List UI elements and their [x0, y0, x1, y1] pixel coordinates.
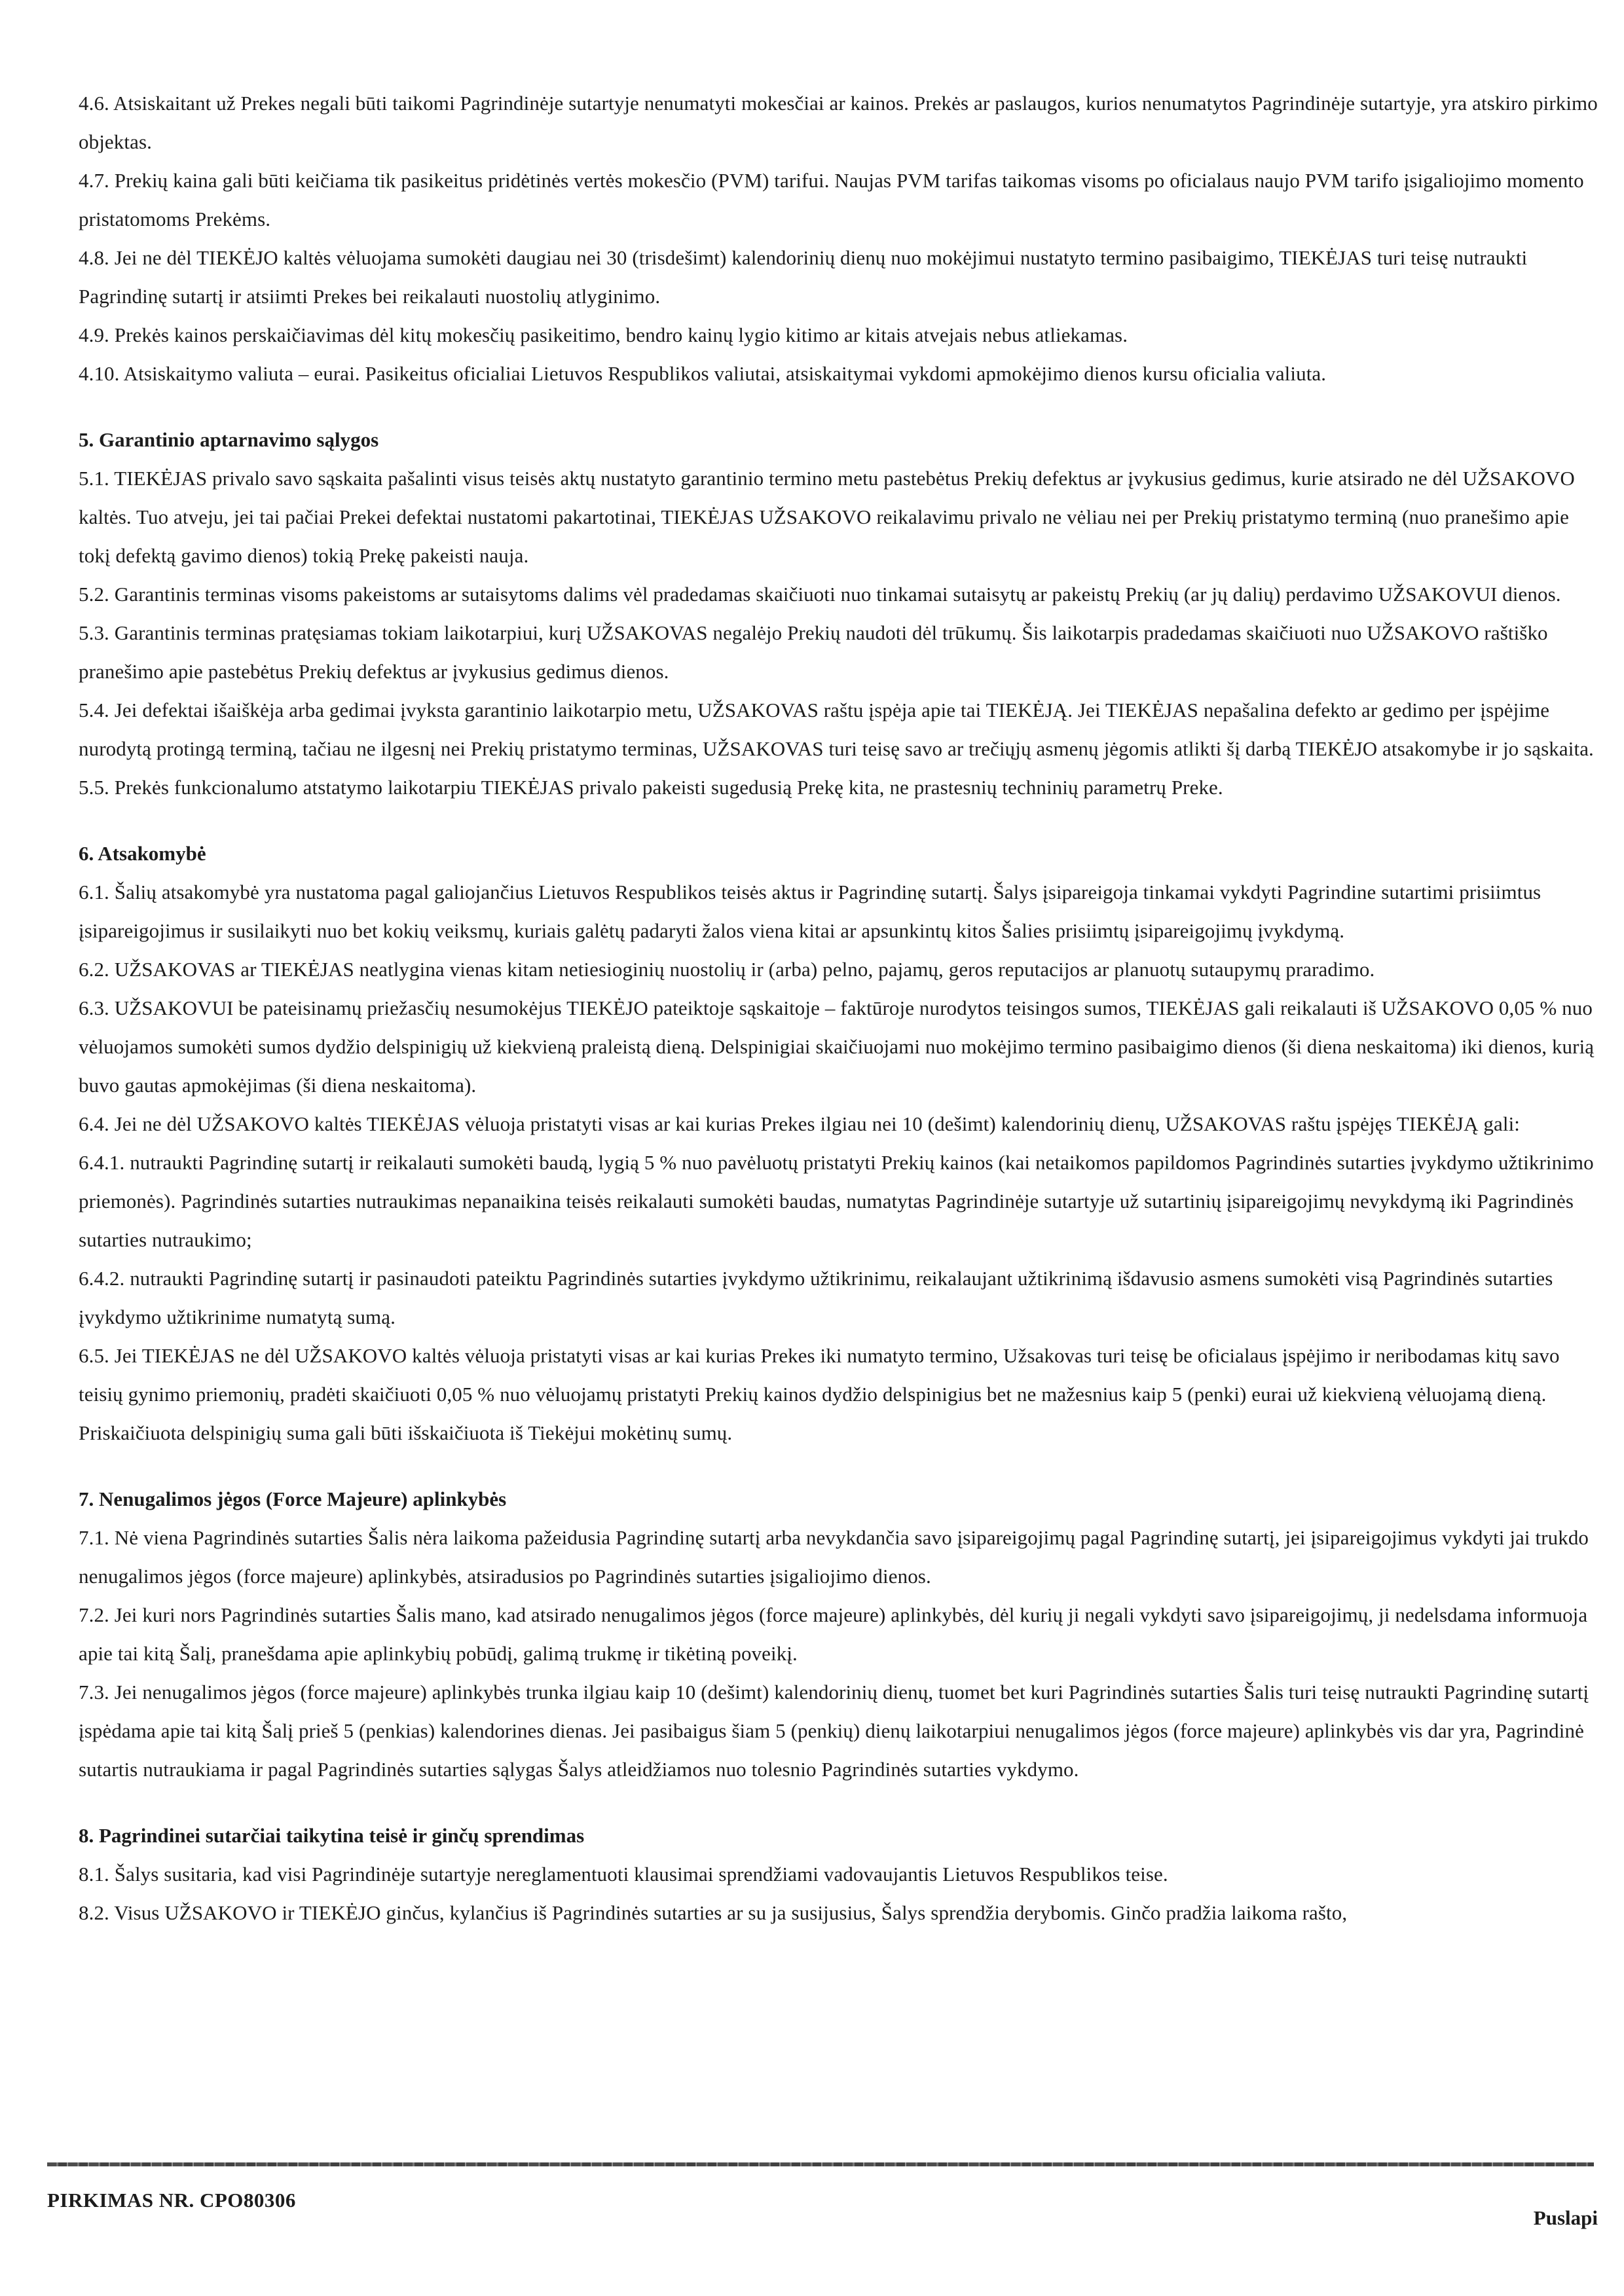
section-7-heading: 7. Nenugalimos jėgos (Force Majeure) aplinkybės — [79, 1487, 507, 1510]
clause-5-3: 5.3. Garantinis terminas pratęsiamas tokiam laikotarpiui, kurį UŽSAKOVAS negalėjo Prekių naudoti dėl trūkumų. Šis laikotarpis pradedamas skaičiuoti nuo UŽSAKOVO raštiško pranešimo apie pastebėtus Prekių defektus ar įvykusius gedimus dienos. — [79, 621, 1548, 683]
clause-7-2: 7.2. Jei kuri nors Pagrindinės sutarties Šalis mano, kad atsirado nenugalimos jėgos (force majeure) aplinkybės, dėl kurių ji negali vykdyti savo įsipareigojimų, ji nedelsdama informuoja apie tai kitą Šalį, pranešdama apie aplinkybių pobūdį, galimą trukmę ir tikėtiną poveikį. — [79, 1603, 1588, 1665]
clause-6-1: 6.1. Šalių atsakomybė yra nustatoma pagal galiojančius Lietuvos Respublikos teisės aktus ir Pagrindinę sutartį. Šalys įsipareigoja tinkamai vykdyti Pagrindine sutartimi prisiimtus įsipareigojimus ir susilaikyti nuo bet kokių veiksmų, kuriais galėtų padaryti žalos viena kitai ar apsunkintų kitos Šalies prisiimtų įsipareigojimų įvykdymą. — [79, 881, 1541, 942]
footer-divider — [47, 2162, 1594, 2166]
clause-6-5: 6.5. Jei TIEKĖJAS ne dėl UŽSAKOVO kaltės vėluoja pristatyti visas ar kai kurias Prekes iki numatyto termino, Užsakovas turi teisę be oficialaus įspėjimo ir neribodamas kitų savo teisių gynimo priemonių, pradėti skaičiuoti 0,05 % nuo vėluojamų pristatyti Prekių kainos dydžio delspinigius bet ne mažesnius kaip 5 (penki) eurai už kiekvieną vėluojamą dieną. Priskaičiuota delspinigių suma gali būti išskaičiuota iš Tiekėjui mokėtinų sumų. — [79, 1344, 1560, 1444]
clause-8-1: 8.1. Šalys susitaria, kad visi Pagrindinėje sutartyje nereglamentuoti klausimai sprendžiami vadovaujantis Lietuvos Respublikos teise. — [79, 1863, 1168, 1886]
clause-4-6: 4.6. Atsiskaitant už Prekes negali būti taikomi Pagrindinėje sutartyje nenumatyti mokesčiai ar kainos. Prekės ar paslaugos, kurios nenumatytos Pagrindinėje sutartyje, yra atskiro pirkimo objektas. — [79, 92, 1598, 153]
section-5 — [79, 420, 1599, 807]
clause-8-2: 8.2. Visus UŽSAKOVO ir TIEKĖJO ginčus, kylančius iš Pagrindinės sutarties ar su ja susijusius, Šalys sprendžia derybomis. Ginčo pradžia laikoma rašto, — [79, 1901, 1348, 1924]
page-content — [79, 84, 1599, 1932]
clause-6-2: 6.2. UŽSAKOVAS ar TIEKĖJAS neatlygina vienas kitam netiesioginių nuostolių ir (arba) pelno, pajamų, geros reputacijos ar planuotų sutaupymų praradimo. — [79, 958, 1375, 981]
clause-6-4-2: 6.4.2. nutraukti Pagrindinę sutartį ir pasinaudoti pateiktu Pagrindinės sutarties įvykdymo užtikrinimu, reikalaujant užtikrinimą išdavusio asmens sumokėti visą Pagrindinės sutarties įvykdymo užtikrinime numatytą sumą. — [79, 1267, 1553, 1328]
clause-4-7: 4.7. Prekių kaina gali būti keičiama tik pasikeitus pridėtinės vertės mokesčio (PVM) tarifui. Naujas PVM tarifas taikomas visoms po oficialaus naujo PVM tarifo įsigaliojimo momento pristatomoms Prekėms. — [79, 169, 1584, 230]
clause-5-5: 5.5. Prekės funkcionalumo atstatymo laikotarpiu TIEKĖJAS privalo pakeisti sugedusią Prekę kita, ne prastesnių techninių parametrų Preke. — [79, 776, 1223, 799]
clause-5-2: 5.2. Garantinis terminas visoms pakeistoms ar sutaisytoms dalims vėl pradedamas skaičiuoti nuo tinkamai sutaisytų ar pakeistų Prekių (ar jų dalių) perdavimo UŽSAKOVUI dienos. — [79, 583, 1561, 606]
clause-6-4: 6.4. Jei ne dėl UŽSAKOVO kaltės TIEKĖJAS vėluoja pristatyti visas ar kai kurias Prekes ilgiau nei 10 (dešimt) kalendorinių dienų, UŽSAKOVAS raštu įspėjęs TIEKĖJĄ gali: — [79, 1112, 1521, 1135]
page-label: Puslapi — [1533, 2206, 1598, 2229]
section-8 — [79, 1816, 1599, 1932]
section-5-heading: 5. Garantinio aptarnavimo sąlygos — [79, 428, 379, 451]
clause-4-10: 4.10. Atsiskaitymo valiuta – eurai. Pasikeitus oficialiai Lietuvos Respublikos valiutai, atsiskaitymai vykdomi apmokėjimo dienos kursu oficialia valiuta. — [79, 362, 1327, 385]
section-6-heading: 6. Atsakomybė — [79, 842, 206, 865]
procurement-number: PIRKIMAS NR. CPO80306 — [47, 2189, 296, 2212]
clause-4-8: 4.8. Jei ne dėl TIEKĖJO kaltės vėluojama sumokėti daugiau nei 30 (trisdešimt) kalendorinių dienų nuo mokėjimui nustatyto termino pasibaigimo, TIEKĖJAS turi teisę nutraukti Pagrindinę sutartį ir atsiimti Prekes bei reikalauti nuostolių atlyginimo. — [79, 246, 1528, 308]
section-6 — [79, 834, 1599, 1452]
clause-5-4: 5.4. Jei defektai išaiškėja arba gedimai įvyksta garantinio laikotarpio metu, UŽSAKOVAS raštu įspėja apie tai TIEKĖJĄ. Jei TIEKĖJAS nepašalina defekto ar gedimo per įspėjime nurodytą protingą terminą, tačiau ne ilgesnį nei Prekių pristatymo terminas, UŽSAKOVAS turi teisę savo ar trečiųjų asmenų jėgomis atlikti šį darbą TIEKĖJO atsakomybe ir jo sąskaita. — [79, 699, 1594, 760]
clause-7-1: 7.1. Nė viena Pagrindinės sutarties Šalis nėra laikoma pažeidusia Pagrindinę sutartį arba nevykdančia savo įsipareigojimų pagal Pagrindinę sutartį, jei įsipareigojimus vykdyti jai trukdo nenugalimos jėgos (force majeure) aplinkybės, atsiradusios po Pagrindinės sutarties įsigaliojimo dienos. — [79, 1526, 1589, 1588]
clause-7-3: 7.3. Jei nenugalimos jėgos (force majeure) aplinkybės trunka ilgiau kaip 10 (dešimt) kalendorinių dienų, tuomet bet kuri Pagrindinės sutarties Šalis turi teisę nutraukti Pagrindinę sutartį įspėdama apie tai kitą Šalį prieš 5 (penkias) kalendorines dienas. Jei pasibaigus šiam 5 (penkių) dienų laikotarpiui nenugalimos jėgos (force majeure) aplinkybės vis dar yra, Pagrindinė sutartis nutraukiama ir pagal Pagrindinės sutarties sąlygas Šalys atleidžiamos nuo tolesnio Pagrindinės sutarties vykdymo. — [79, 1681, 1589, 1781]
clause-4-9: 4.9. Prekės kainos perskaičiavimas dėl kitų mokesčių pasikeitimo, bendro kainų lygio kitimo ar kitais atvejais nebus atliekamas. — [79, 323, 1128, 346]
section-7 — [79, 1480, 1599, 1789]
clause-6-3: 6.3. UŽSAKOVUI be pateisinamų priežasčių nesumokėjus TIEKĖJO pateiktoje sąskaitoje – faktūroje nurodytos teisingos sumos, TIEKĖJAS gali reikalauti iš UŽSAKOVO 0,05 % nuo vėluojamos sumokėti sumos dydžio delspinigių už kiekvieną praleistą dieną. Delspinigiai skaičiuojami nuo mokėjimo termino pasibaigimo dienos (ši diena neskaitoma) iki dienos, kurią buvo gautas apmokėjimas (ši diena neskaitoma). — [79, 996, 1595, 1097]
section-8-heading: 8. Pagrindinei sutarčiai taikytina teisė ir ginčų sprendimas — [79, 1824, 585, 1847]
clause-6-4-1: 6.4.1. nutraukti Pagrindinę sutartį ir reikalauti sumokėti baudą, lygią 5 % nuo pavėluotų pristatyti Prekių kainos (kai netaikomos papildomos Pagrindinės sutarties įvykdymo užtikrinimo priemonės). Pagrindinės sutarties nutraukimas nepanaikina teisės reikalauti sumokėti baudas, numatytas Pagrindinėje sutartyje už sutartinių įsipareigojimų nevykdymą iki Pagrindinės sutarties nutraukimo; — [79, 1151, 1594, 1251]
clause-5-1: 5.1. TIEKĖJAS privalo savo sąskaita pašalinti visus teisės aktų nustatyto garantinio termino metu pastebėtus Prekių defektus ar įvykusius gedimus, kurie atsirado ne dėl UŽSAKOVO kaltės. Tuo atveju, jei tai pačiai Prekei defektai nustatomi pakartotinai, TIEKĖJAS UŽSAKOVO reikalavimu privalo ne vėliau nei per Prekių pristatymo terminą (nuo pranešimo apie tokį defektą gavimo dienos) tokią Prekę pakeisti nauja. — [79, 467, 1575, 567]
